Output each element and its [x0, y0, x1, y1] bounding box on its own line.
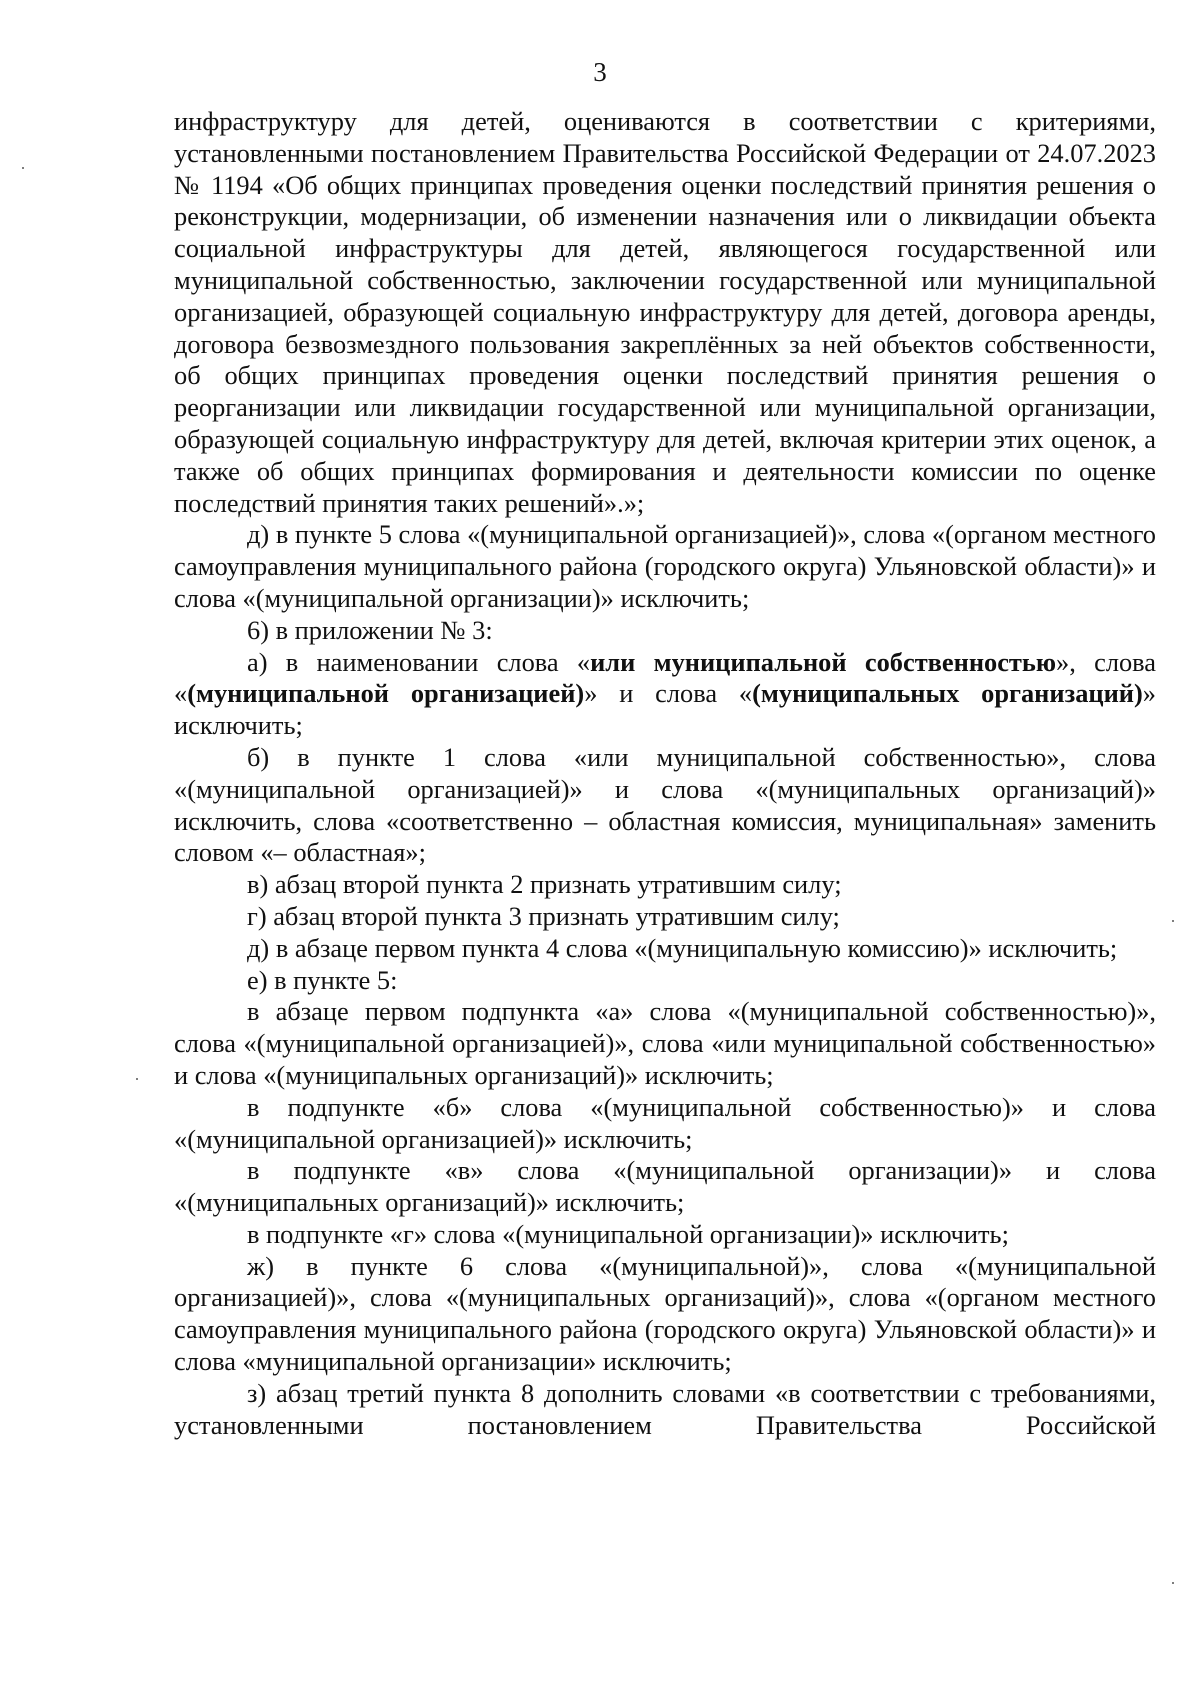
- paragraph-subitem-v: в подпункте «в» слова «(муниципальной организации)» и слова «(муниципальных организаций)» исключить;: [174, 1155, 1156, 1218]
- scan-speck: [136, 1078, 138, 1080]
- bold-phrase-municipal-organization: (муниципальной организацией): [187, 678, 585, 709]
- document-body: [174, 106, 1156, 1441]
- text-run: а) в наименовании слова «: [247, 646, 591, 677]
- paragraph-criteria-continuation: инфраструктуру для детей, оцениваются в соответствии с критериями, установленными постановлением Правительства Российской Федерации от 24.07.2023 № 1194 «Об общих принципах проведения оценки последствий принятия решения о реконструкции, модернизации, об изменении назначения или о ликвидации объекта социальной инфраструктуры для детей, являющегося государственной или муниципальной собственностью, заключении государственной или муниципальной организацией, образующей социальную инфраструктуру для детей, договора аренды, договора безвозмездного пользования закреплённых за ней объектов собственности, об общих принципах проведения оценки последствий принятия решения о реорганизации или ликвидации государственной или муниципальной организации, образующей социальную инфраструктуру для детей, включая критерии этих оценок, а также об общих принципах формирования и деятельности комиссии по оценке последствий принятия таких решений».»;: [174, 106, 1156, 518]
- paragraph-item-a-title: [174, 647, 1156, 742]
- bold-phrase-municipal-organizations: (муниципальных организаций): [752, 678, 1143, 709]
- paragraph-item-e-point-5: е) в пункте 5:: [247, 964, 398, 995]
- paragraph-item-d-point-5: д) в пункте 5 слова «(муниципальной организацией)», слова «(органом местного самоуправления муниципального района (городского округа) Ульяновской области)» и слова «(муниципальной организации)» исключить;: [174, 519, 1156, 613]
- paragraph-subitem-b: в подпункте «б» слова «(муниципальной собственностью)» и слова «(муниципальной организацией)» исключить;: [174, 1091, 1156, 1154]
- scan-speck: [1172, 1582, 1174, 1584]
- paragraph-appendix-3-heading: 6) в приложении № 3:: [247, 614, 493, 645]
- paragraph-item-d-point-4: д) в абзаце первом пункта 4 слова «(муниципальную комиссию)» исключить;: [247, 932, 1118, 963]
- bold-phrase-municipal-property: или муниципальной собственностью: [590, 646, 1057, 677]
- paragraph-subitem-g: в подпункте «г» слова «(муниципальной организации)» исключить;: [247, 1218, 1009, 1249]
- paragraph-item-v-point-2: в) абзац второй пункта 2 признать утратившим силу;: [247, 869, 842, 900]
- paragraph-item-b-point-1: б) в пункте 1 слова «или муниципальной собственностью», слова «(муниципальной организацией)» и слова «(муниципальных организаций)» исключить, слова «соответственно – областная комиссия, муниципальная» заменить словом «– областная»;: [174, 741, 1156, 868]
- scan-speck: [22, 167, 24, 169]
- paragraph-item-z-point-8: з) абзац третий пункта 8 дополнить словами «в соответствии с требованиями, установленными постановлением Правительства Российской: [174, 1377, 1156, 1440]
- paragraph-subitem-a: в абзаце первом подпункта «а» слова «(муниципальной собственностью)», слова «(муниципальной организацией)», слова «или муниципальной собственностью» и слова «(муниципальных организаций)» исключить;: [174, 996, 1156, 1090]
- paragraph-item-zh-point-6: ж) в пункте 6 слова «(муниципальной)», слова «(муниципальной организацией)», слова «(муниципальных организаций)», слова «(органом местного самоуправления муниципального района (городского округа) Ульяновской области)» и слова «муниципальной организации» исключить;: [174, 1250, 1156, 1377]
- page-number: 3: [593, 57, 607, 87]
- scan-speck: [1172, 920, 1174, 922]
- paragraph-item-g-point-3: г) абзац второй пункта 3 признать утратившим силу;: [247, 900, 840, 931]
- text-run: », слова «: [174, 646, 1157, 709]
- text-run: » и слова «: [584, 678, 753, 709]
- text-run: » исключить;: [174, 678, 1156, 741]
